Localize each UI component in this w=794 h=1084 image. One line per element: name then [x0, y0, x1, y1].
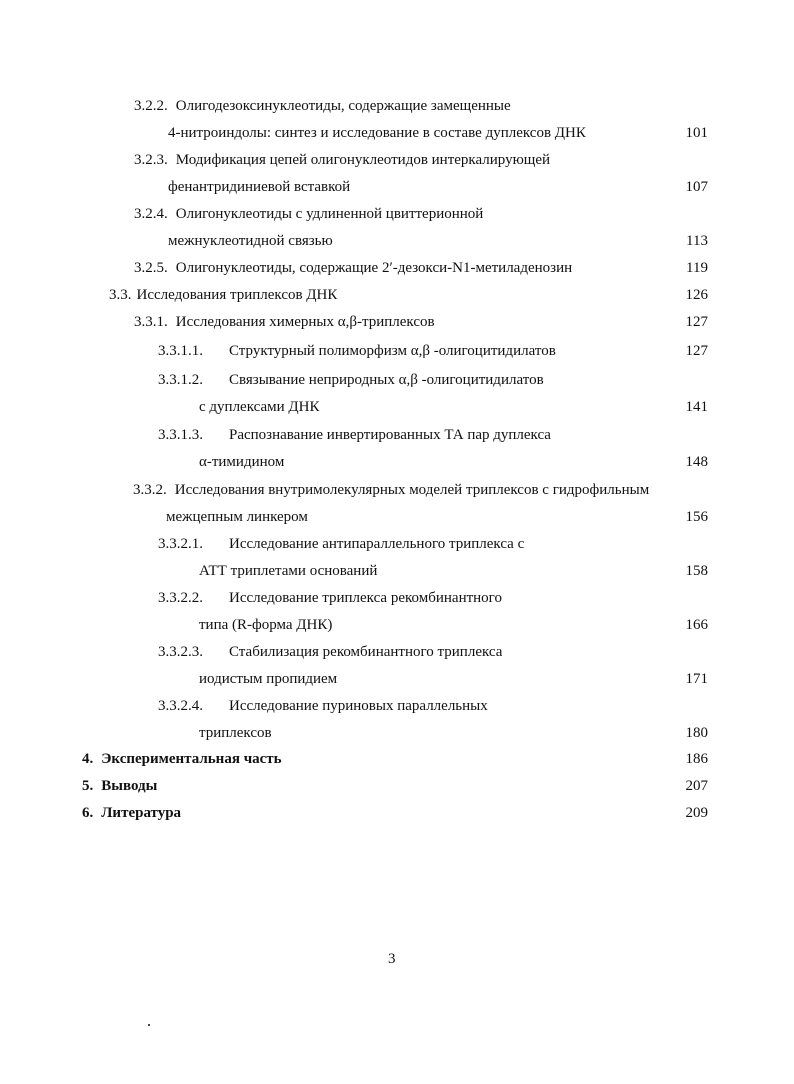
toc-entry-3-3-2-2-number: 3.3.2.2.: [158, 590, 203, 606]
toc-entry-3-2-3-title: [134, 151, 550, 169]
toc-entry-3-3-2-4-title: Исследование пуриновых параллельных: [229, 698, 488, 714]
toc-entry-text: Олигонуклеотиды с удлиненной цвиттерионной: [175, 206, 484, 222]
toc-entry-3-3-1-1-number: 3.3.1.1.: [158, 343, 203, 359]
toc-entry-3-3-1-2-continuation: с дуплексами ДНК: [199, 399, 320, 415]
toc-page-number: 127: [685, 343, 708, 359]
toc-entry-number: 3.2.3.: [134, 152, 168, 168]
toc-entry-3-3-2-4-continuation: триплексов: [199, 725, 272, 741]
toc-entry-text: Исследования внутримолекулярных моделей триплексов с гидрофильным: [174, 482, 650, 498]
toc-entry-text: Олигодезоксинуклеотиды, содержащие замещенные: [175, 98, 511, 114]
toc-page-number: 186: [685, 751, 708, 767]
toc-entry-number: 3.3.1.: [134, 314, 168, 330]
toc-entry-3-3-1-2-number: 3.3.1.2.: [158, 372, 203, 388]
toc-page-number: 207: [685, 778, 708, 794]
toc-entry-3-2-2-continuation: 4-нитроиндолы: синтез и исследование в составе дуплексов ДНК: [168, 125, 586, 141]
toc-entry-3-3-2-continuation: межцепным линкером: [166, 509, 308, 525]
toc-entry-3-3-2-3-number: 3.3.2.3.: [158, 644, 203, 660]
toc-page-number: 127: [685, 314, 708, 330]
toc-page-number: 141: [685, 399, 708, 415]
toc-page-number: 171: [685, 671, 708, 687]
toc-entry-3-3-2-3-title: Стабилизация рекомбинантного триплекса: [229, 644, 503, 660]
toc-entry-3-3-1-title: [134, 313, 435, 331]
toc-page-number: 113: [686, 233, 708, 249]
toc-entry-3-3-2-1-number: 3.3.2.1.: [158, 536, 203, 552]
toc-page-number: 107: [685, 179, 708, 195]
toc-entry-3-3-1-3-continuation: α-тимидином: [199, 454, 285, 470]
toc-entry-text: Исследования химерных α,β-триплексов: [175, 314, 435, 330]
toc-page-number: 101: [685, 125, 708, 141]
toc-page-number: 166: [685, 617, 708, 633]
toc-entry-text: Модификация цепей олигонуклеотидов интеркалирующей: [175, 152, 551, 168]
toc-entry-3-2-4-title: [134, 205, 483, 223]
toc-entry-3-3-1-3-number: 3.3.1.3.: [158, 427, 203, 443]
toc-entry-3-3-2-title: [133, 481, 649, 499]
toc-entry-number: 3.3.2.: [133, 482, 167, 498]
toc-entry-number: 3.2.2.: [134, 98, 168, 114]
scan-speck: [148, 1024, 150, 1026]
toc-page-number: 158: [685, 563, 708, 579]
toc-entry-number: 5.: [82, 778, 94, 794]
toc-page-number: 156: [685, 509, 708, 525]
toc-entry-6-title: [82, 804, 181, 822]
toc-entry-3-3-title: [109, 286, 337, 304]
toc-entry-text: Олигонуклеотиды, содержащие 2′-дезокси-N1-метиладенозин: [175, 260, 573, 276]
toc-entry-text: Литература: [101, 805, 182, 821]
toc-entry-3-3-2-4-number: 3.3.2.4.: [158, 698, 203, 714]
toc-entry-3-3-2-3-continuation: иодистым пропидием: [199, 671, 338, 687]
toc-page-number: 180: [685, 725, 708, 741]
toc-entry-3-3-2-1-continuation: АТТ триплетами оснований: [199, 563, 378, 579]
toc-entry-3-3-2-1-title: Исследование антипараллельного триплекса с: [229, 536, 525, 552]
toc-page-number: 209: [685, 805, 708, 821]
toc-entry-number: 4.: [82, 751, 94, 767]
toc-entry-number: 3.2.4.: [134, 206, 168, 222]
toc-entry-3-2-2-title: [134, 97, 511, 115]
toc-page-number: 126: [685, 287, 708, 303]
toc-entry-number: 3.3.: [109, 287, 132, 303]
toc-entry-4-title: [82, 750, 282, 768]
toc-entry-3-2-5-title: [134, 259, 572, 277]
toc-entry-3-2-4-continuation: межнуклеотидной связью: [168, 233, 333, 249]
toc-entry-3-3-2-2-continuation: типа (R-форма ДНК): [199, 617, 333, 633]
toc-entry-number: 3.2.5.: [134, 260, 168, 276]
toc-entry-3-2-3-continuation: фенантридиниевой вставкой: [168, 179, 351, 195]
toc-entry-text: Экспериментальная часть: [101, 751, 282, 767]
toc-entry-3-3-1-2-title: Связывание неприродных α,β -олигоцитидилатов: [229, 372, 544, 388]
toc-entry-number: 6.: [82, 805, 94, 821]
toc-entry-text: Исследования триплексов ДНК: [136, 287, 338, 303]
page-number: 3: [388, 951, 396, 967]
toc-entry-3-3-1-3-title: Распознавание инвертированных ТА пар дуплекса: [229, 427, 551, 443]
toc-page-number: 119: [686, 260, 708, 276]
toc-entry-text: Выводы: [101, 778, 158, 794]
toc-page-number: 148: [685, 454, 708, 470]
toc-entry-5-title: [82, 777, 157, 795]
toc-entry-3-3-1-1-title: Структурный полиморфизм α,β -олигоцитидилатов: [229, 343, 556, 359]
toc-entry-3-3-2-2-title: Исследование триплекса рекомбинантного: [229, 590, 502, 606]
